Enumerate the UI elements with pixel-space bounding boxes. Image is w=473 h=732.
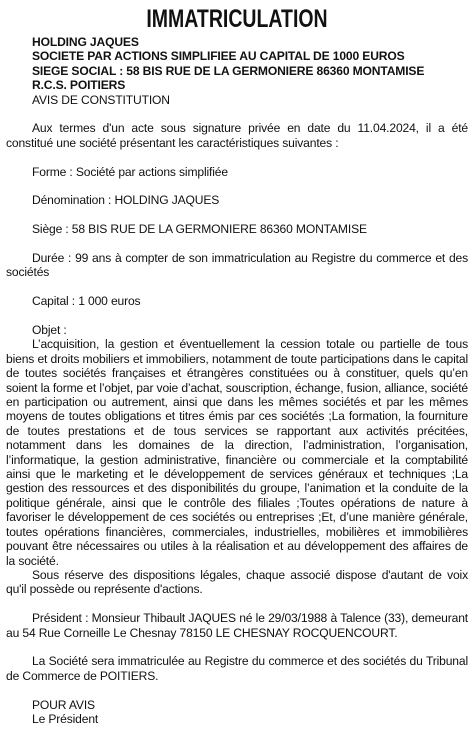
company-siege: SIEGE SOCIAL : 58 BIS RUE DE LA GERMONIERE 86360 MONTAMISE: [32, 63, 425, 78]
notice-type: AVIS DE CONSTITUTION: [32, 92, 170, 107]
spacer: [6, 150, 468, 164]
reserve-paragraph: Sous réserve des dispositions légales, chaque associé dispose d'autant de voix qu'il possède ou représente d'actions.: [6, 567, 468, 597]
company-rcs: R.C.S. POITIERS: [32, 78, 126, 93]
spacer: [6, 237, 468, 251]
company-header: [6, 35, 468, 107]
immatriculation-paragraph: La Société sera immatriculée au Registre du commerce et des sociétés du Tribunal de Commerce de POITIERS.: [6, 654, 468, 683]
president-paragraph: Président : Monsieur Thibault JAQUES né le 29/03/1988 à Talence (33), demeurant au 54 Rue Corneille Le Chesnay 78150 LE CHESNAY ROCQUENCOURT.: [6, 611, 468, 640]
capital-line: Capital : 1 000 euros: [32, 294, 141, 309]
spacer: [6, 179, 468, 193]
duree-paragraph: Durée : 99 ans à compter de son immatriculation au Registre du commerce et des sociétés: [6, 251, 468, 280]
siege-line: Siège : 58 BIS RUE DE LA GERMONIERE 86360 MONTAMISE: [32, 222, 367, 237]
company-form-capital: SOCIETE PAR ACTIONS SIMPLIFIEE AU CAPITAL DE 1000 EUROS: [32, 49, 405, 64]
objet-paragraph: L’acquisition, la gestion et éventuellement la cession totale ou partielle de tous biens et droits mobiliers et immobiliers, notamment de toute participations dans le capital de toutes sociétés françaises et étrangères constituées ou à constituer, quels qu’en soient la forme et l’objet, par voie d’achat, souscription, échange, fusion, alliance, société en participation ou autrement, ainsi que dans les mêmes sociétés et par les mêmes moyens de toutes obligations et titres émis par ces sociétés ;La formation, la fourniture de toutes prestations et de tous services se rapportant aux activités précitées, notamment dans les domaines de la direction, l’administration, l’organisation, l’informatique, la gestion administrative, financière ou commerciale et la comptabilité ainsi que le marketing et le développement de services généraux et techniques ;La gestion des ressources et des disponibilités du groupe, l’animation et la conduite de la politique générale, ainsi que le contrôle des filiales ;Toutes opérations de nature à favoriser le développement de ces sociétés ou entreprises ;Et, d’une manière générale, toutes opérations financières, commerciales, industrielles, mobilières et immobilières pouvant être nécessaires ou utiles à la réalisation et au développement des affaires de la société.: [6, 337, 468, 568]
spacer: [6, 640, 468, 654]
spacer: [6, 280, 468, 294]
forme-line: Forme : Société par actions simplifiée: [32, 164, 228, 179]
spacer: [6, 683, 468, 697]
spacer: [6, 309, 468, 323]
signoff-pour-avis: POUR AVIS: [32, 697, 95, 712]
intro-paragraph: Aux termes d'un acte sous signature privée en date du 11.04.2024, il a été constitué une société présentant les caractéristiques suivantes :: [6, 121, 468, 150]
signoff-president: Le Président: [32, 711, 99, 726]
spacer: [6, 107, 468, 121]
spacer: [6, 597, 468, 611]
objet-label: Objet :: [32, 323, 67, 338]
notice-title: IMMATRICULATION: [146, 5, 328, 33]
denomination-line: Dénomination : HOLDING JAQUES: [32, 193, 220, 208]
company-name: HOLDING JAQUES: [32, 35, 139, 49]
spacer: [6, 208, 468, 222]
